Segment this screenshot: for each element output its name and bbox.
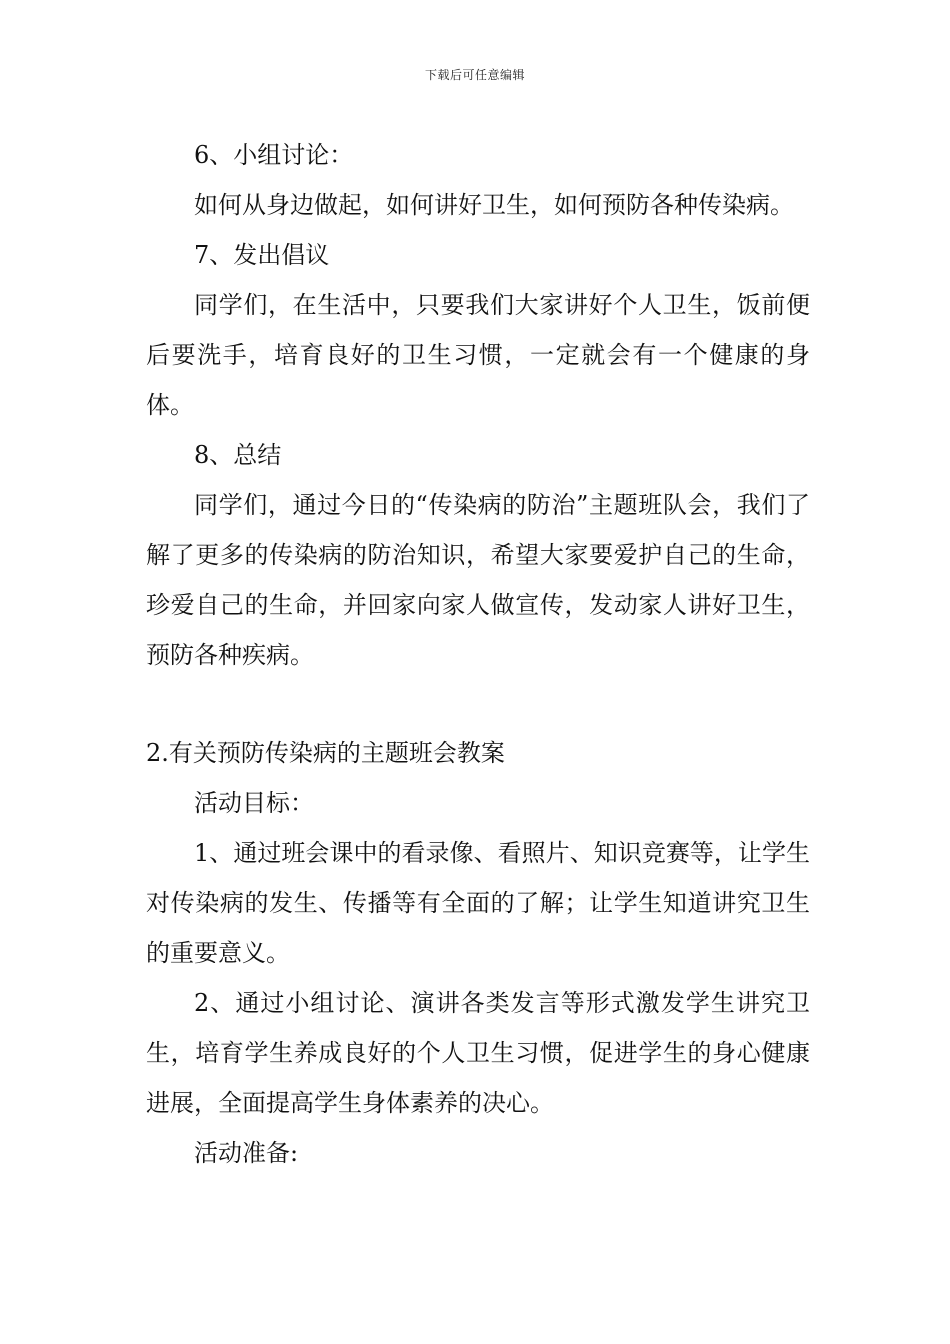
item-6-paragraph: 如何从身边做起，如何讲好卫生，如何预防各种传染病。: [194, 191, 794, 219]
activity-goals-heading: 活动目标：: [194, 789, 314, 817]
goal-1-paragraph: 1、通过班会课中的看录像、看照片、知识竞赛等，让学生对传染病的发生、传播等有全面的了解；让学生知道讲究卫生的重要意义。: [146, 839, 810, 967]
goal-2-paragraph: 2、通过小组讨论、演讲各类发言等形式激发学生讲究卫生，培育学生养成良好的个人卫生习惯，促进学生的身心健康进展，全面提高学生身体素养的决心。: [146, 989, 810, 1117]
item-6-heading: 6、小组讨论：: [194, 141, 354, 169]
item-7-paragraph: 同学们，在生活中，只要我们大家讲好个人卫生，饭前便后要洗手，培育良好的卫生习惯，一定就会有一个健康的身体。: [146, 291, 810, 419]
page-header-note: 下载后可任意编辑: [424, 68, 525, 82]
document-body: [146, 130, 810, 1178]
activity-preparation-heading: 活动准备:: [194, 1139, 299, 1167]
item-8-paragraph: 同学们，通过今日的“传染病的防治”主题班队会，我们了解了更多的传染病的防治知识，希望大家要爱护自己的生命，珍爱自己的生命，并回家向家人做宣传，发动家人讲好卫生，预防各种疾病。: [146, 491, 810, 669]
section-gap: [146, 680, 810, 728]
item-8-heading: 8、总结: [194, 441, 282, 469]
item-7-heading: 7、发出倡议: [194, 241, 330, 269]
section-2-title: 2.有关预防传染病的主题班会教案: [146, 739, 505, 767]
